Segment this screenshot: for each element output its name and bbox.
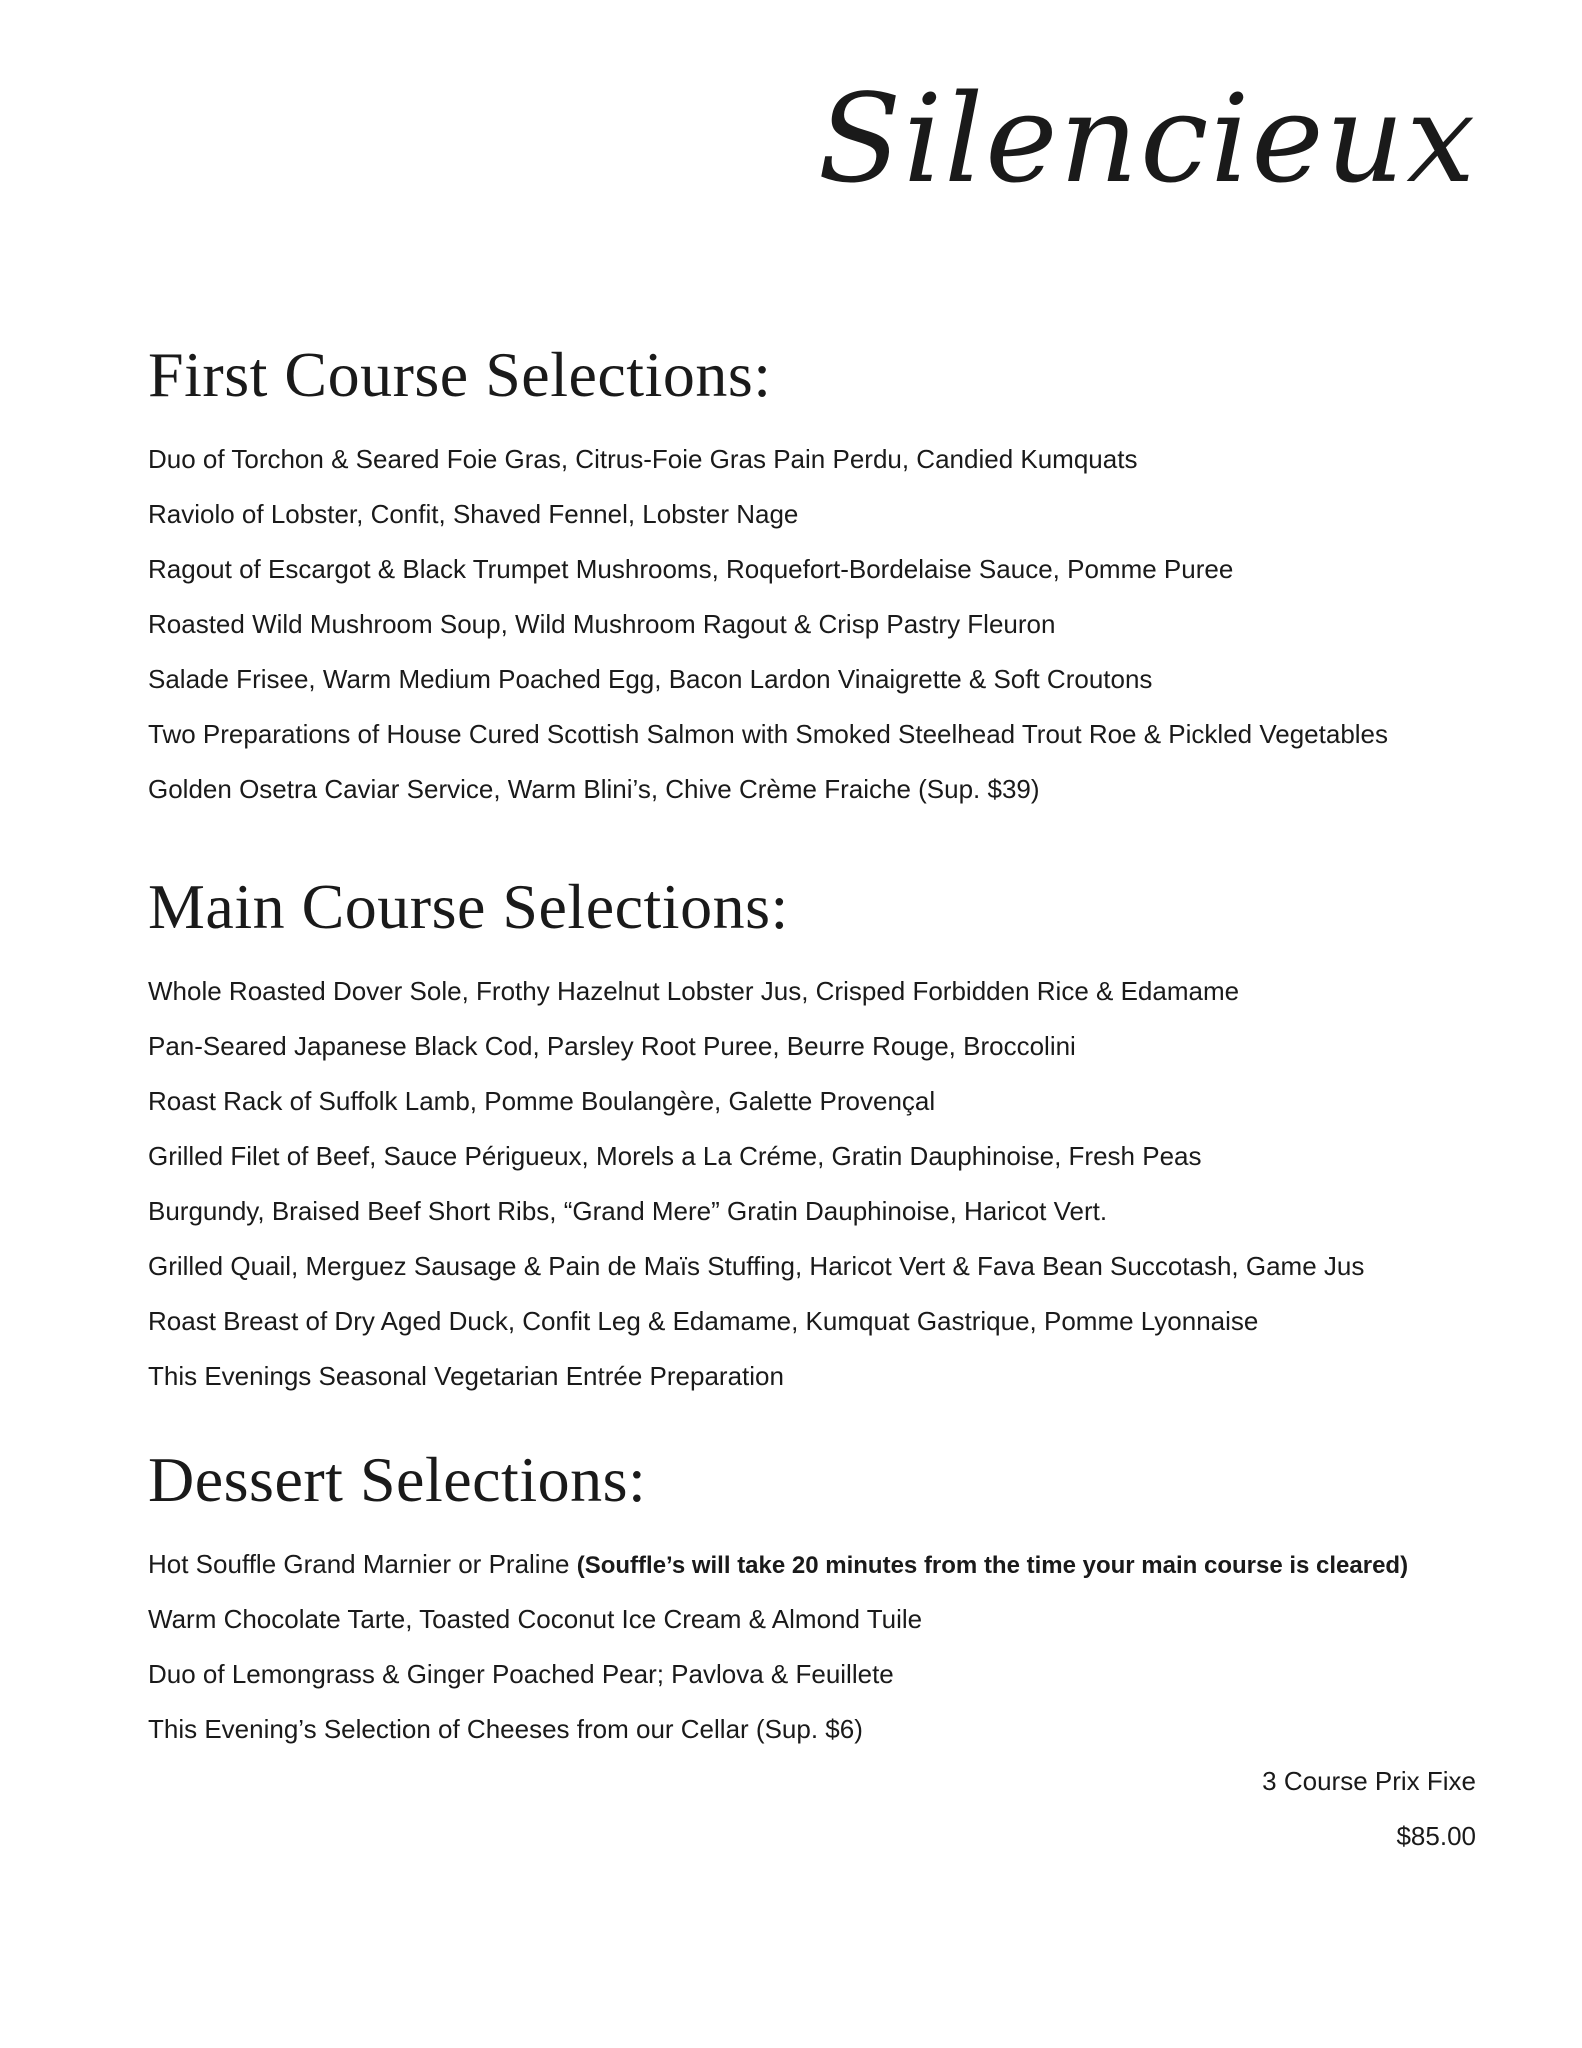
- menu-item: Ragout of Escargot & Black Trumpet Mushrooms, Roquefort-Bordelaise Sauce, Pomme Puree: [148, 554, 1234, 585]
- prix-fixe-label: 3 Course Prix Fixe: [1262, 1766, 1476, 1796]
- menu-item: Grilled Quail, Merguez Sausage & Pain de Maïs Stuffing, Haricot Vert & Fava Bean Succotash, Game Jus: [148, 1251, 1365, 1282]
- first-course-section: [148, 340, 1478, 817]
- souffle-text: Hot Souffle Grand Marnier or Praline: [148, 1549, 570, 1580]
- menu-item: Warm Chocolate Tarte, Toasted Coconut Ice Cream & Almond Tuile: [148, 1604, 923, 1635]
- main-course-title: Main Course Selections:: [148, 871, 789, 942]
- first-course-title: First Course Selections:: [148, 339, 772, 410]
- first-course-list: [148, 432, 1478, 817]
- dessert-list: [148, 1537, 1478, 1757]
- main-course-list: [148, 964, 1478, 1404]
- menu-item: Salade Frisee, Warm Medium Poached Egg, Bacon Lardon Vinaigrette & Soft Croutons: [148, 664, 1153, 695]
- menu-item: Burgundy, Braised Beef Short Ribs, “Grand Mere” Gratin Dauphinoise, Haricot Vert.: [148, 1196, 1108, 1227]
- restaurant-logo: Silencieux: [817, 68, 1477, 210]
- menu-item: Raviolo of Lobster, Confit, Shaved Fennel, Lobster Nage: [148, 499, 799, 530]
- menu-item: Two Preparations of House Cured Scottish Salmon with Smoked Steelhead Trout Roe & Pickled Vegetables: [148, 719, 1389, 750]
- menu-item: Roast Breast of Dry Aged Duck, Confit Leg & Edamame, Kumquat Gastrique, Pomme Lyonnaise: [148, 1306, 1259, 1337]
- menu-item: This Evenings Seasonal Vegetarian Entrée Preparation: [148, 1361, 784, 1392]
- prix-fixe-block: [1262, 1754, 1476, 1864]
- menu-item: Pan-Seared Japanese Black Cod, Parsley Root Puree, Beurre Rouge, Broccolini: [148, 1031, 1076, 1062]
- menu-item: Roasted Wild Mushroom Soup, Wild Mushroom Ragout & Crisp Pastry Fleuron: [148, 609, 1056, 640]
- menu-item: Duo of Torchon & Seared Foie Gras, Citrus-Foie Gras Pain Perdu, Candied Kumquats: [148, 444, 1138, 475]
- menu-item: Golden Osetra Caviar Service, Warm Blini’s, Chive Crème Fraiche (Sup. $39): [148, 774, 1040, 805]
- menu-item-souffle: [148, 1537, 1478, 1592]
- dessert-section: [148, 1445, 1478, 1757]
- menu-item: Duo of Lemongrass & Ginger Poached Pear; Pavlova & Feuillete: [148, 1659, 894, 1690]
- menu-item: Roast Rack of Suffolk Lamb, Pomme Boulangère, Galette Provençal: [148, 1086, 936, 1117]
- menu-item: Whole Roasted Dover Sole, Frothy Hazelnut Lobster Jus, Crisped Forbidden Rice & Edamame: [148, 976, 1240, 1007]
- menu-item: Grilled Filet of Beef, Sauce Périgueux, Morels a La Créme, Gratin Dauphinoise, Fresh Peas: [148, 1141, 1202, 1172]
- main-course-section: [148, 872, 1478, 1404]
- dessert-title: Dessert Selections:: [148, 1444, 647, 1515]
- prix-fixe-price: $85.00: [1396, 1821, 1476, 1851]
- menu-item: This Evening’s Selection of Cheeses from our Cellar (Sup. $6): [148, 1714, 863, 1745]
- souffle-note: (Souffle’s will take 20 minutes from the time your main course is cleared): [576, 1552, 1409, 1580]
